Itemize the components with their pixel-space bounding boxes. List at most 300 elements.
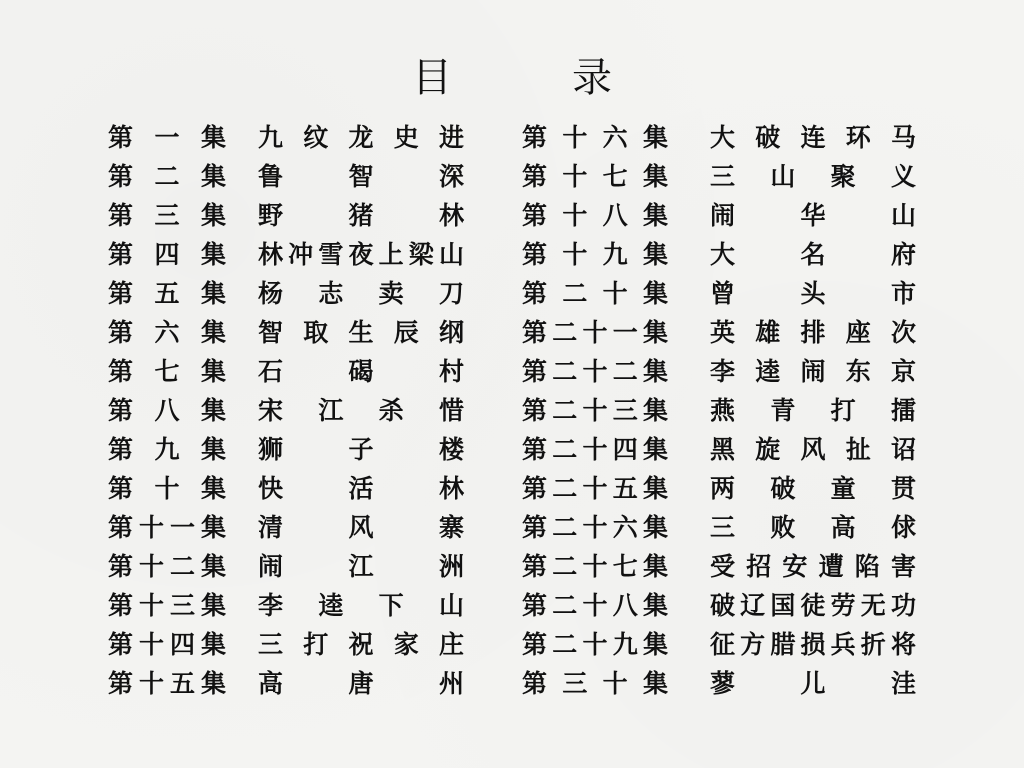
episode-title [710,586,916,625]
toc-entry[interactable] [522,313,922,352]
episode-number-char: 二 [552,396,578,425]
episode-title-char: 义 [890,162,916,191]
toc-entry[interactable] [108,430,488,469]
toc-column-left [108,118,488,703]
episode-title-char: 破 [770,474,796,503]
episode-number-char: 二 [552,552,578,581]
toc-entry[interactable] [522,274,922,313]
episode-number-char: 十 [562,240,588,269]
episode-title-char: 宋 [258,396,284,425]
episode-title-char: 刀 [438,279,464,308]
episode-title-char: 破 [755,123,781,152]
episode-title-char: 逵 [755,357,781,386]
episode-title-char: 害 [890,552,916,581]
toc-entry[interactable] [108,274,488,313]
episode-title-char: 辽 [740,591,766,620]
episode-number-char: 集 [200,357,226,386]
episode-number-char: 六 [602,123,628,152]
episode-number-char: 第 [522,552,548,581]
episode-number-char: 第 [108,240,134,269]
episode-title-char: 风 [800,435,826,464]
episode-number-char: 十 [138,552,164,581]
episode-title-char: 大 [710,240,736,269]
episode-number [522,313,668,352]
episode-title-char: 祝 [348,630,374,659]
episode-title-char: 折 [860,630,886,659]
episode-number-char: 第 [522,630,548,659]
episode-title [710,664,916,703]
episode-number-char: 二 [154,162,180,191]
episode-title-char: 洼 [890,669,916,698]
episode-number-char: 第 [108,357,134,386]
episode-number-char: 集 [200,630,226,659]
episode-number [522,274,668,313]
episode-number-char: 五 [169,669,195,698]
toc-entry[interactable] [108,391,488,430]
episode-number-char: 七 [154,357,180,386]
toc-entry[interactable] [522,586,922,625]
episode-number-char: 第 [522,474,548,503]
episode-number-char: 二 [552,630,578,659]
episode-title-char: 擂 [890,396,916,425]
episode-title-char: 儿 [800,669,826,698]
episode-title-char: 林 [438,201,464,230]
episode-number-char: 十 [582,357,608,386]
episode-number-char: 第 [522,669,548,698]
episode-title-char: 卖 [378,279,404,308]
episode-title-char: 市 [890,279,916,308]
episode-title-char: 兵 [830,630,856,659]
episode-number-char: 集 [200,513,226,542]
episode-number-char: 第 [522,435,548,464]
episode-number [522,430,668,469]
episode-number-char: 第 [108,123,134,152]
episode-title-char: 雄 [755,318,781,347]
episode-number [522,586,668,625]
episode-number-char: 集 [200,396,226,425]
episode-title-char: 山 [438,240,464,269]
toc-entry[interactable] [108,196,488,235]
toc-entry[interactable] [522,625,922,664]
episode-title [258,508,464,547]
episode-number-char: 十 [582,474,608,503]
episode-number-char: 第 [108,279,134,308]
episode-number-char: 十 [582,552,608,581]
episode-number [522,547,668,586]
episode-number-char: 第 [108,630,134,659]
episode-title-char: 败 [770,513,796,542]
episode-title-char: 冲 [288,240,314,269]
episode-title-char: 江 [318,396,344,425]
episode-number-char: 十 [138,630,164,659]
episode-number-char: 集 [642,357,668,386]
episode-number-char: 集 [200,669,226,698]
episode-title-char: 龙 [348,123,374,152]
episode-number [108,469,226,508]
episode-title-char: 青 [770,396,796,425]
episode-title-char: 两 [710,474,736,503]
episode-title-char: 杨 [258,279,284,308]
episode-number [108,235,226,274]
episode-title-char: 纲 [438,318,464,347]
episode-title-char: 野 [258,201,284,230]
episode-title [710,547,916,586]
episode-title [258,625,464,664]
episode-title [710,196,916,235]
episode-title-char: 安 [782,552,808,581]
episode-title-char: 东 [845,357,871,386]
toc-entry[interactable] [522,664,922,703]
episode-title-char: 次 [890,318,916,347]
toc-entry[interactable] [108,547,488,586]
episode-title [710,313,916,352]
episode-title-char: 梁 [408,240,434,269]
episode-number-char: 十 [602,669,628,698]
episode-number-char: 第 [108,318,134,347]
episode-number-char: 集 [642,279,668,308]
toc-entry[interactable] [108,625,488,664]
episode-number-char: 集 [200,201,226,230]
episode-number-char: 集 [642,591,668,620]
episode-number-char: 集 [642,474,668,503]
toc-entry[interactable] [522,430,922,469]
episode-title-char: 寨 [438,513,464,542]
episode-number-char: 第 [108,201,134,230]
episode-number-char: 十 [138,591,164,620]
episode-number-char: 十 [582,318,608,347]
episode-number-char: 三 [169,591,195,620]
episode-number [108,664,226,703]
episode-title-char: 府 [890,240,916,269]
episode-number-char: 第 [108,396,134,425]
episode-title-char: 京 [890,357,916,386]
episode-number-char: 十 [582,396,608,425]
episode-number-char: 一 [612,318,638,347]
episode-title-char: 三 [710,513,736,542]
episode-title-char: 史 [393,123,419,152]
episode-title-char: 唐 [348,669,374,698]
episode-title [258,547,464,586]
episode-title-char: 逵 [318,591,344,620]
episode-title-char: 征 [710,630,736,659]
episode-title-char: 石 [258,357,284,386]
episode-number-char: 二 [552,513,578,542]
episode-number-char: 第 [522,240,548,269]
episode-title-char: 高 [258,669,284,698]
episode-title [710,430,916,469]
episode-number-char: 集 [642,513,668,542]
episode-number-char: 九 [602,240,628,269]
episode-title-char: 国 [770,591,796,620]
episode-number-char: 五 [612,474,638,503]
episode-number-char: 集 [200,435,226,464]
episode-title-char: 扯 [845,435,871,464]
episode-title-char: 遭 [818,552,844,581]
episode-number-char: 第 [108,513,134,542]
episode-title [710,352,916,391]
episode-title-char: 山 [890,201,916,230]
episode-number-char: 集 [200,162,226,191]
episode-title-char: 纹 [303,123,329,152]
episode-title-char: 闹 [258,552,284,581]
episode-number-char: 集 [200,123,226,152]
episode-title [710,235,916,274]
toc-entry[interactable] [522,508,922,547]
episode-title-char: 清 [258,513,284,542]
episode-title-char: 雪 [318,240,344,269]
episode-number-char: 二 [552,357,578,386]
episode-title-char: 闹 [710,201,736,230]
episode-title [258,196,464,235]
episode-number-char: 三 [154,201,180,230]
episode-number [522,469,668,508]
episode-title-char: 三 [258,630,284,659]
episode-title-char: 徒 [800,591,826,620]
episode-number-char: 集 [642,435,668,464]
episode-number [522,118,668,157]
episode-number [522,625,668,664]
episode-title-char: 杀 [378,396,404,425]
episode-number-char: 十 [582,513,608,542]
episode-number-char: 二 [552,474,578,503]
episode-number-char: 集 [200,591,226,620]
episode-title-char: 聚 [830,162,856,191]
episode-number-char: 二 [552,435,578,464]
episode-title-char: 李 [258,591,284,620]
toc-entry[interactable] [108,586,488,625]
episode-title [710,391,916,430]
episode-title-char: 上 [378,240,404,269]
episode-number-char: 八 [612,591,638,620]
episode-number-char: 十 [582,591,608,620]
episode-title-char: 猪 [348,201,374,230]
episode-title-char: 大 [710,123,736,152]
episode-title [710,625,916,664]
episode-number [108,157,226,196]
episode-number [522,352,668,391]
episode-number [108,586,226,625]
toc-entry[interactable] [522,157,922,196]
episode-title-char: 马 [890,123,916,152]
episode-number-char: 四 [612,435,638,464]
episode-number [522,196,668,235]
episode-title-char: 夜 [348,240,374,269]
toc-entry[interactable] [522,391,922,430]
toc-entry[interactable] [522,235,922,274]
episode-title [710,469,916,508]
episode-title-char: 九 [258,123,284,152]
episode-number-char: 第 [522,513,548,542]
episode-number-char: 八 [154,396,180,425]
episode-number-char: 十 [582,630,608,659]
episode-number-char: 第 [108,474,134,503]
episode-title [258,274,464,313]
episode-number [522,157,668,196]
episode-title-char: 童 [830,474,856,503]
toc-entry[interactable] [108,313,488,352]
episode-title [710,508,916,547]
episode-title-char: 蓼 [710,669,736,698]
episode-title-char: 闹 [800,357,826,386]
episode-number-char: 第 [522,201,548,230]
toc-entry[interactable] [522,118,922,157]
episode-title-char: 功 [890,591,916,620]
episode-title [710,157,916,196]
episode-title-char: 楼 [438,435,464,464]
episode-number [108,391,226,430]
episode-number [522,235,668,274]
episode-number-char: 十 [582,435,608,464]
episode-title-char: 将 [890,630,916,659]
episode-title [710,274,916,313]
episode-number-char: 集 [642,318,668,347]
episode-title-char: 打 [303,630,329,659]
episode-number [108,625,226,664]
episode-number [522,391,668,430]
episode-title-char: 进 [438,123,464,152]
episode-title [258,313,464,352]
episode-number-char: 集 [642,201,668,230]
episode-title [258,664,464,703]
episode-number-char: 二 [612,357,638,386]
episode-title-char: 州 [438,669,464,698]
episode-number-char: 十 [154,474,180,503]
episode-number-char: 集 [642,123,668,152]
episode-title-char: 智 [348,162,374,191]
episode-title-char: 英 [710,318,736,347]
episode-title-char: 方 [740,630,766,659]
episode-title-char: 辰 [393,318,419,347]
toc-entry[interactable] [522,469,922,508]
episode-number-char: 十 [562,162,588,191]
episode-number [108,196,226,235]
episode-number-char: 集 [642,630,668,659]
episode-number-char: 第 [108,669,134,698]
episode-title-char: 受 [710,552,736,581]
episode-number-char: 第 [108,591,134,620]
episode-title-char: 破 [710,591,736,620]
page-title: 目录 [412,55,732,101]
episode-title-char: 村 [438,357,464,386]
toc-entry[interactable] [108,157,488,196]
toc-entry[interactable] [522,196,922,235]
episode-number-char: 十 [138,669,164,698]
episode-title-char: 燕 [710,396,736,425]
toc-entry[interactable] [108,469,488,508]
episode-title-char: 腊 [770,630,796,659]
episode-number [108,547,226,586]
episode-number-char: 九 [612,630,638,659]
episode-title-char: 招 [746,552,772,581]
episode-title [258,157,464,196]
episode-number [108,508,226,547]
episode-number-char: 第 [522,279,548,308]
episode-number-char: 集 [200,240,226,269]
episode-title-char: 连 [800,123,826,152]
episode-number [522,664,668,703]
episode-title-char: 头 [800,279,826,308]
episode-title-char: 风 [348,513,374,542]
episode-title-char: 碣 [348,357,374,386]
episode-title-char: 快 [258,474,284,503]
episode-title-char: 取 [303,318,329,347]
episode-title [258,430,464,469]
episode-title-char: 下 [378,591,404,620]
toc-entry[interactable] [522,352,922,391]
episode-number-char: 二 [562,279,588,308]
episode-title-char: 名 [800,240,826,269]
episode-number-char: 第 [522,318,548,347]
episode-title-char: 鲁 [258,162,284,191]
toc-entry[interactable] [108,664,488,703]
episode-title-char: 黑 [710,435,736,464]
episode-title [258,586,464,625]
episode-number-char: 六 [612,513,638,542]
episode-number-char: 集 [642,552,668,581]
episode-number-char: 第 [522,357,548,386]
episode-number [108,352,226,391]
episode-title [710,118,916,157]
toc-entry[interactable] [522,547,922,586]
episode-number-char: 第 [108,435,134,464]
toc-entry[interactable] [108,508,488,547]
episode-title-char: 打 [830,396,856,425]
episode-title-char: 三 [710,162,736,191]
episode-number-char: 十 [562,201,588,230]
episode-number [522,508,668,547]
toc-column-right [522,118,922,703]
episode-number-char: 二 [169,552,195,581]
episode-title-char: 李 [710,357,736,386]
episode-number-char: 二 [552,318,578,347]
episode-title [258,391,464,430]
episode-title-char: 林 [258,240,284,269]
episode-number-char: 集 [642,669,668,698]
episode-title-char: 江 [348,552,374,581]
episode-number [108,430,226,469]
episode-number-char: 集 [200,474,226,503]
episode-number [108,118,226,157]
episode-number-char: 九 [154,435,180,464]
episode-title [258,469,464,508]
episode-number-char: 集 [200,279,226,308]
episode-number-char: 第 [108,552,134,581]
episode-number-char: 第 [522,396,548,425]
episode-number-char: 三 [562,669,588,698]
episode-title-char: 劳 [830,591,856,620]
episode-number-char: 六 [154,318,180,347]
episode-number [108,274,226,313]
episode-title-char: 高 [830,513,856,542]
episode-title-char: 排 [800,318,826,347]
toc-entry[interactable] [108,235,488,274]
episode-number-char: 集 [200,552,226,581]
toc-entry[interactable] [108,118,488,157]
episode-number [108,313,226,352]
episode-number-char: 集 [200,318,226,347]
episode-title-char: 诏 [890,435,916,464]
episode-number-char: 八 [602,201,628,230]
episode-title-char: 生 [348,318,374,347]
episode-number-char: 四 [169,630,195,659]
episode-title-char: 旋 [755,435,781,464]
episode-title-char: 智 [258,318,284,347]
episode-title [258,118,464,157]
episode-title-char: 曾 [710,279,736,308]
episode-title-char: 座 [845,318,871,347]
toc-entry[interactable] [108,352,488,391]
episode-title-char: 洲 [438,552,464,581]
